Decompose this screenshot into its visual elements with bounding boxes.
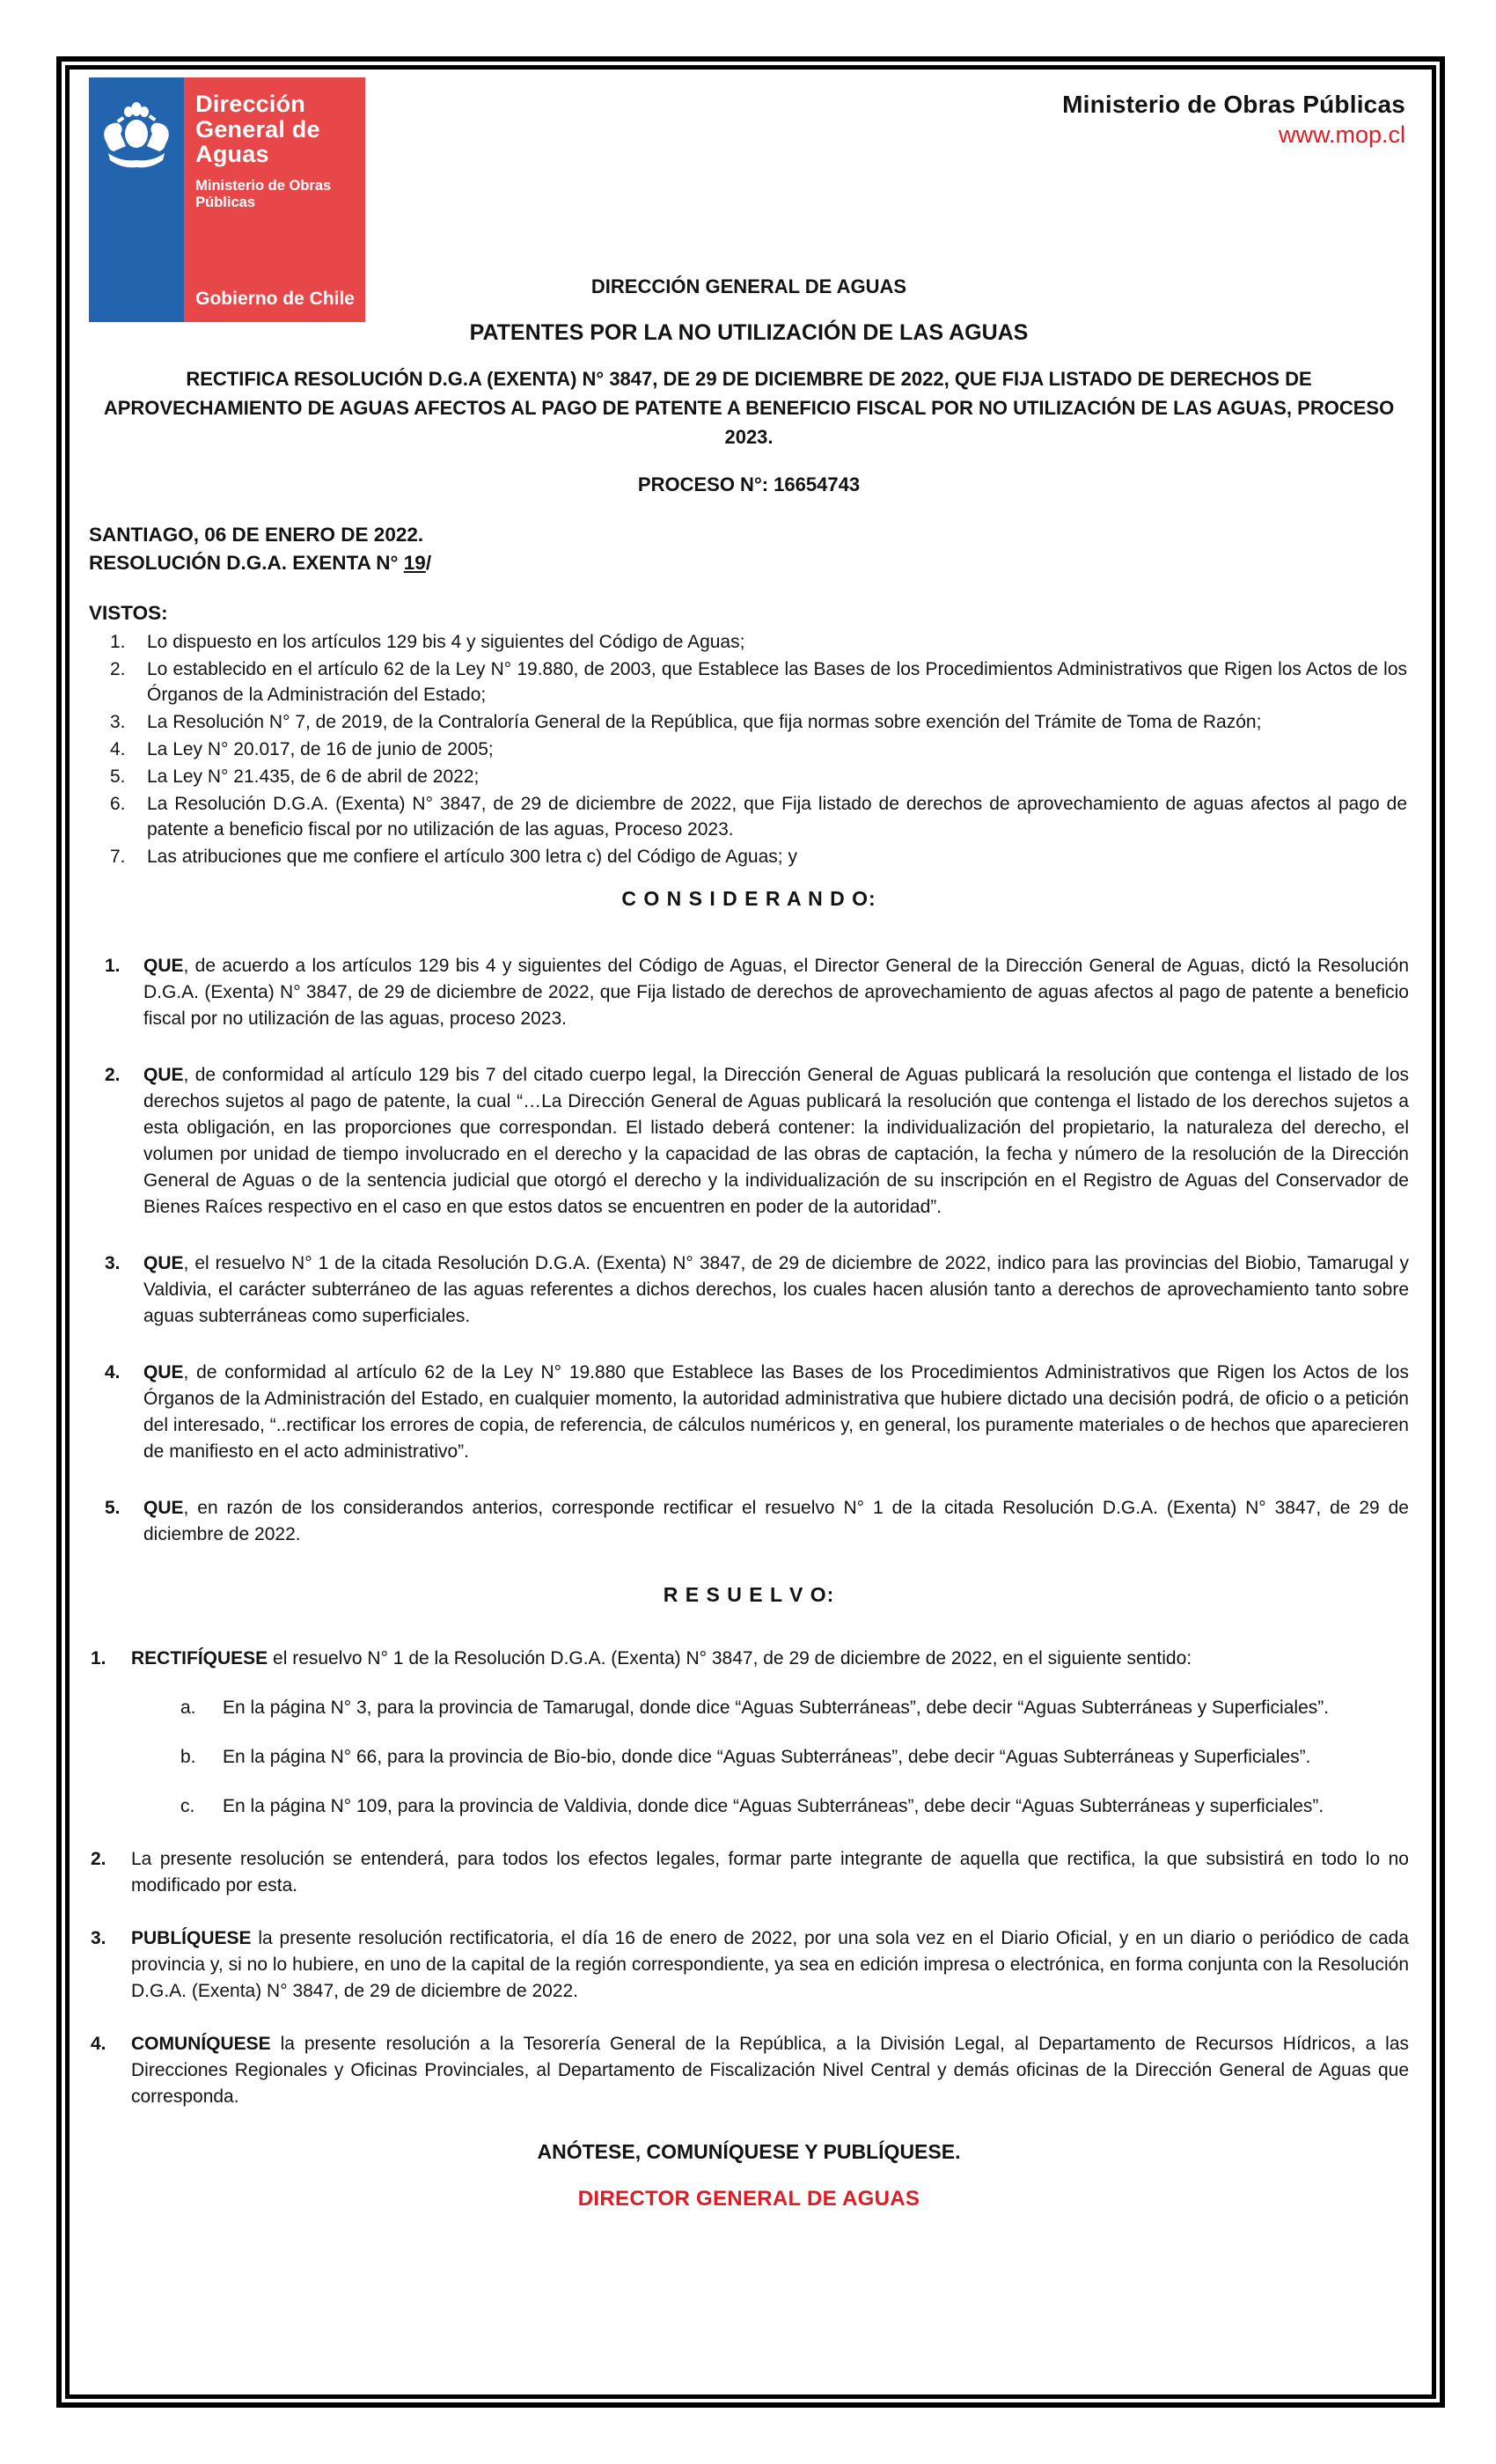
resuelvo-list	[89, 1646, 1409, 2110]
item-text	[131, 1646, 1409, 1672]
item-body: el resuelvo N° 1 de la Resolución D.G.A. (Exenta) N° 3847, de 29 de diciembre de 2022, en el siguiente sentido:	[268, 1648, 1192, 1668]
city-date: SANTIAGO, 06 DE ENERO DE 2022.	[89, 524, 424, 546]
vistos-list	[89, 629, 1409, 869]
resuelvo-item	[89, 2031, 1409, 2110]
title-patentes: PATENTES POR LA NO UTILIZACIÓN DE LAS AGUAS	[469, 320, 1029, 345]
document-header	[89, 70, 1409, 309]
item-lead: QUE	[143, 1498, 184, 1518]
page-border-inner	[65, 65, 1436, 2399]
logo-subtitle: Ministerio de Obras Públicas	[195, 177, 332, 211]
page-border-outer	[56, 56, 1445, 2408]
resolution-line	[89, 549, 1409, 577]
proceso-number: PROCESO N°: 16654743	[637, 473, 861, 495]
item-body: la presente resolución a la Tesorería General de la República, a la División Legal, al Departamento de Recursos Hídricos, a las Direcciones Regionales y Oficinas Provinciales, al Departamento de Fiscalización Nivel Central y demás oficinas de la Dirección General de Aguas que corresponda.	[131, 2034, 1409, 2107]
ministry-website-link[interactable]: www.mop.cl	[1278, 121, 1405, 148]
anotese-line: ANÓTESE, COMUNÍQUESE Y PUBLÍQUESE.	[537, 2140, 961, 2163]
sub-item-letter: c.	[180, 1796, 195, 1816]
considerando-item	[89, 1062, 1409, 1221]
ministry-name: Ministerio de Obras Públicas	[1062, 91, 1405, 118]
item-body: , el resuelvo N° 1 de la citada Resolución D.G.A. (Exenta) N° 3847, de 29 de diciembre de 2022, indico para las provincias del Biobio, Tamarugal y Valdivia, el carácter subterráneo de las aguas referentes a dichos derechos, los cuales hacen alusión tanto a derechos de aprovechamiento tanto sobre aguas subterráneas como superficiales.	[143, 1253, 1409, 1326]
item-body: , en razón de los considerandos anterios, corresponde rectificar el resuelvo N° 1 de la citada Resolución D.G.A. (Exenta) N° 3847, de 29 de diciembre de 2022.	[143, 1498, 1409, 1544]
logo-title: Dirección General de Aguas	[195, 91, 320, 168]
vistos-item	[89, 737, 1409, 762]
item-body: La presente resolución se entenderá, para todos los efectos legales, formar parte integrante de aquella que rectifica, la que subsistirá en todo lo no modificado por esta.	[131, 1849, 1409, 1896]
considerando-item	[89, 1495, 1409, 1548]
vistos-item	[89, 844, 1409, 869]
item-text: La Resolución N° 7, de 2019, de la Contraloría General de la República, que fija normas sobre exención del Trámite de Toma de Razón;	[147, 712, 1262, 732]
item-text	[143, 1250, 1409, 1330]
item-number: 2.	[105, 1065, 121, 1085]
item-text	[143, 1495, 1409, 1548]
vistos-item	[89, 791, 1409, 842]
item-lead: QUE	[143, 956, 184, 976]
item-text: Las atribuciones que me confiere el artículo 300 letra c) del Código de Aguas; y	[147, 847, 797, 867]
coat-of-arms-icon	[94, 100, 179, 322]
logo-blue-panel	[89, 77, 184, 322]
resuelvo-item	[89, 1846, 1409, 1899]
item-text	[143, 1360, 1409, 1465]
sub-item-letter: a.	[180, 1698, 196, 1718]
considerando-item	[89, 1250, 1409, 1330]
title-rectifica: RECTIFICA RESOLUCIÓN D.G.A (EXENTA) N° 3847, DE 29 DE DICIEMBRE DE 2022, QUE FIJA LISTADO DE DERECHOS DE APROVECHAMIENTO DE AGUAS AFECTOS AL PAGO DE PATENTE A BENEFICIO FISCAL POR NO UTILIZACIÓN DE LAS AGUAS, PROCESO 2023.	[103, 368, 1395, 448]
item-number: 6.	[110, 794, 126, 814]
sub-item-text: En la página N° 109, para la provincia de Valdivia, donde dice “Aguas Subterráneas”, debe decir “Aguas Subterráneas y superficiales”.	[223, 1796, 1324, 1816]
considerando-heading: C O N S I D E R A N D O:	[621, 887, 876, 910]
item-text: La Ley N° 20.017, de 16 de junio de 2005;	[147, 739, 494, 759]
meta-block	[89, 521, 1409, 576]
item-text	[131, 1925, 1409, 2005]
dga-logo	[89, 77, 365, 322]
considerando-item	[89, 953, 1409, 1032]
item-number: 3.	[110, 712, 126, 732]
item-text: La Resolución D.G.A. (Exenta) N° 3847, de 29 de diciembre de 2022, que Fija listado de derechos de aprovechamiento de aguas afectos al pago de patente a beneficio fiscal por no utilización de las aguas, Proceso 2023.	[147, 794, 1407, 840]
item-text: Lo dispuesto en los artículos 129 bis 4 y siguientes del Código de Aguas;	[147, 632, 745, 652]
logo-government: Gobierno de Chile	[195, 289, 355, 309]
item-number: 4.	[91, 2034, 106, 2054]
considerando-item	[89, 1360, 1409, 1465]
item-lead: PUBLÍQUESE	[131, 1928, 252, 1948]
item-text: Lo establecido en el artículo 62 de la Ley N° 19.880, de 2003, que Establece las Bases de los Procedimientos Administrativos que Rigen los Actos de los Órganos de la Administración del Estado;	[147, 659, 1407, 705]
item-lead: QUE	[143, 1253, 184, 1273]
vistos-item	[89, 656, 1409, 708]
item-number: 2.	[110, 659, 126, 679]
item-lead: COMUNÍQUESE	[131, 2034, 271, 2054]
item-text	[143, 953, 1409, 1032]
item-lead: QUE	[143, 1362, 184, 1382]
resuelvo-item	[89, 1925, 1409, 2005]
item-number: 5.	[105, 1498, 121, 1518]
director-signature-line: DIRECTOR GENERAL DE AGUAS	[577, 2187, 920, 2211]
item-number: 2.	[91, 1849, 106, 1869]
item-body: la presente resolución rectificatoria, el día 16 de enero de 2022, por una sola vez en el Diario Oficial, y en un diario o periódico de cada provincia y, si no lo hubiere, en uno de la capital de la región correspondiente, ya sea en edición impresa o electrónica, en forma conjunta con la Resolución D.G.A. (Exenta) N° 3847, de 29 de diciembre de 2022.	[131, 1928, 1409, 2001]
resuelvo-heading: R E S U E L V O:	[663, 1583, 835, 1606]
item-number: 5.	[110, 766, 126, 787]
item-body: , de acuerdo a los artículos 129 bis 4 y siguientes del Código de Aguas, el Director General de la Dirección General de Aguas, dictó la Resolución D.G.A. (Exenta) N° 3847, de 29 de diciembre de 2022, que Fija listado de derechos de aprovechamiento de aguas afectos al pago de patente a beneficio fiscal por no utilización de las aguas, proceso 2023.	[143, 956, 1409, 1029]
item-number: 4.	[110, 739, 126, 759]
item-number: 3.	[91, 1928, 106, 1948]
sub-item-text: En la página N° 3, para la provincia de Tamarugal, donde dice “Aguas Subterráneas”, debe decir “Aguas Subterráneas y Superficiales”.	[223, 1698, 1330, 1718]
item-number: 1.	[110, 632, 126, 652]
vistos-item	[89, 709, 1409, 735]
vistos-item	[89, 629, 1409, 655]
sub-item-text: En la página N° 66, para la provincia de Bio-bio, donde dice “Aguas Subterráneas”, debe decir “Aguas Subterráneas y Superficiales”.	[223, 1747, 1311, 1767]
item-number: 7.	[110, 847, 126, 867]
item-number: 1.	[105, 956, 121, 976]
resuelvo-sub-item	[89, 1793, 1409, 1820]
resolution-suffix: /	[425, 551, 432, 574]
item-body: , de conformidad al artículo 129 bis 7 del citado cuerpo legal, la Dirección General de Aguas publicará la resolución que contenga el listado de los derechos sujetos al pago de patente, la cual “…La Dirección General de Aguas publicará la resolución que contenga el listado de los derechos sujetos a esta obligación, en las proporciones que correspondan. El listado deberá contener: la individualización del propietario, la naturaleza del derecho, el volumen por unidad de tiempo involucrado en el derecho y la capacidad de las obras de captación, la fecha y número de la resolución de la Dirección General de Aguas o de la sentencia judicial que otorgó el derecho y la individualización de su inscripción en el Registro de Aguas del Conservador de Bienes Raíces respectivo en el caso en que estos datos se encuentren en poder de la autoridad”.	[143, 1065, 1409, 1217]
item-text	[131, 1846, 1409, 1899]
vistos-item	[89, 764, 1409, 789]
header-right	[1062, 91, 1405, 149]
item-number: 1.	[91, 1648, 106, 1668]
title-direccion-general: DIRECCIÓN GENERAL DE AGUAS	[590, 275, 907, 297]
item-number: 4.	[105, 1362, 121, 1382]
resuelvo-sub-item	[89, 1695, 1409, 1721]
item-lead: RECTIFÍQUESE	[131, 1648, 268, 1668]
item-text: La Ley N° 21.435, de 6 de abril de 2022;	[147, 766, 480, 787]
considerando-list	[89, 953, 1409, 1548]
resolution-prefix: RESOLUCIÓN D.G.A. EXENTA N°	[89, 551, 404, 574]
resuelvo-sub-item	[89, 1744, 1409, 1771]
resuelvo-item	[89, 1646, 1409, 1672]
logo-red-panel	[184, 77, 365, 322]
item-text	[143, 1062, 1409, 1221]
sub-item-letter: b.	[180, 1747, 196, 1767]
resolution-number: 19	[403, 551, 426, 574]
item-lead: QUE	[143, 1065, 184, 1085]
item-number: 3.	[105, 1253, 121, 1273]
vistos-heading: VISTOS:	[89, 602, 168, 624]
item-text	[131, 2031, 1409, 2110]
item-body: , de conformidad al artículo 62 de la Ley N° 19.880 que Establece las Bases de los Procedimientos Administrativos que Rigen los Actos de los Órganos de la Administración del Estado, en cualquier momento, la autoridad administrativa que hubiere dictado una decisión podrá, de oficio o a petición del interesado, “..rectificar los errores de copia, de referencia, de cálculos numéricos y, en general, los puramente materiales o de hechos que aparecieren de manifiesto en el acto administrativo”.	[143, 1362, 1409, 1462]
